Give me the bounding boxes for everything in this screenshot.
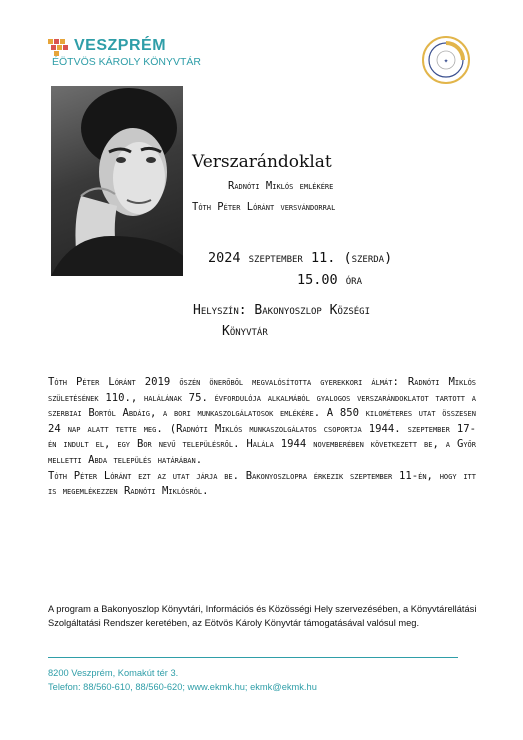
logo-name: VESZPRÉM [74,37,167,54]
seal-icon [420,34,472,86]
footer-contact [48,666,317,694]
castle-icon [48,39,70,55]
event-time: 15.00 óra [297,272,363,288]
svg-text:✦: ✦ [443,58,449,65]
footer-address: 8200 Veszprém, Komakút tér 3. [48,668,179,678]
event-date: 2024 szeptember 11. (szerda) [208,250,393,266]
footer-divider [48,657,458,658]
event-venue-line1: Helyszín: Bakonyoszlop Községi [193,303,371,318]
event-title: Verszarándoklat [192,152,332,172]
event-subtitle-walker: Tóth Péter Lóránt versvándorral [192,201,336,213]
description-paragraph: Tóth Péter Lóránt 2019 őszén önerőből megvalósította gyerekkori álmát: Radnóti Miklós születésének 110., halálának 75. évfordulója alkalmából gyalogos verszarándoklatot tartott a szerbiai Bortól Abdáig, a bori munkaszolgálatosok emlékére. A 850 kilométeres utat összesen 24 nap alatt tette meg. (Radnóti Miklós munkaszolgálatos csoportja 1944. szeptember 17-én indult el, egy Bor nevű településről. Halála 1944 novemberében következett be, a Győr melletti Abda település határában. [48,376,476,466]
event-venue-line2: Könyvtár [222,324,268,339]
event-description [48,375,476,500]
poet-portrait [51,86,183,276]
description-paragraph: Tóth Péter Lóránt ezt az utat járja be. Bakonyoszlopra érkezik szeptember 11-én, hogy itt is megemlékezzen Radnóti Miklósról. [48,469,476,498]
support-note: A program a Bakonyoszlop Könyvtári, Információs és Közösségi Hely szervezésében, a Könyvtárellátási Szolgáltatási Rendszer keretében, az Eötvös Károly Könyvtár támogatásával valósul meg. [48,604,477,628]
logo-subtitle: ÉÖTVÖS KÁROLY KÖNYVTÁR [52,56,201,68]
library-logo [48,37,201,71]
event-subtitle-memorial: Radnóti Miklós emlékére [228,180,334,192]
footer-contact-line: Telefon: 88/560-610, 88/560-620; www.ekmk.hu; ekmk@ekmk.hu [48,682,317,692]
